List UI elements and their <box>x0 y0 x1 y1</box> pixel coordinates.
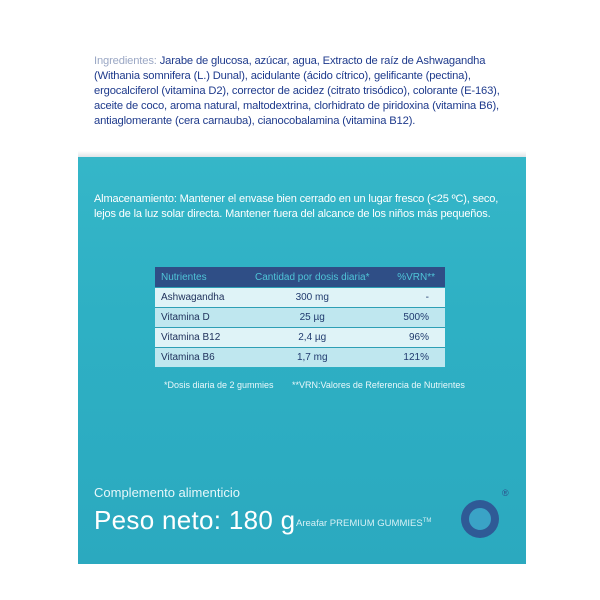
nutrition-header-row <box>155 267 445 288</box>
ingredients-body: Jarabe de glucosa, azúcar, agua, Extracto de raíz de Ashwagandha (Withania somnifera (L.) Dunal), acidulante (ácido cítrico), gelificante (pectina), ergocalciferol (vitamina D2), corrector de acidez (citrato trisódico), colorante (E-163), aceite de coco, aroma natural, maltodextrina, clorhidrato de piridoxina (vitamina B6), antiaglomerante (cera carnauba), cianocobalamina (vitamina B12). <box>94 55 500 127</box>
green-dot-recycle-icon <box>460 499 500 539</box>
net-weight: Peso neto: 180 g <box>94 505 296 535</box>
storage-instructions: Almacenamiento: Mantener el envase bien cerrado en un lugar fresco (<25 ºC), seco, lejos de la luz solar directa. Mantener fuera del alcance de los niños más pequeños. <box>94 193 499 220</box>
brand-name <box>296 518 431 529</box>
nutrition-table <box>155 267 445 367</box>
product-category: Complemento alimenticio <box>94 485 240 500</box>
nutrient-vrn: 500% <box>384 308 445 328</box>
nutrient-name: Vitamina D <box>155 308 241 328</box>
nutrient-amount: 2,4 µg <box>241 328 384 348</box>
header-amount: Cantidad por dosis diaria* <box>241 267 384 288</box>
nutrient-name: Vitamina B12 <box>155 328 241 348</box>
ingredients-text <box>94 54 514 129</box>
footnote-dose: *Dosis diaria de 2 gummies <box>164 380 274 390</box>
table-row <box>155 348 445 368</box>
header-nutrients: Nutrientes <box>155 267 241 288</box>
brand-text: Areafar PREMIUM GUMMIES <box>296 518 423 530</box>
footnote-vrn: **VRN:Valores de Referencia de Nutrientes <box>292 380 465 390</box>
table-row <box>155 288 445 308</box>
table-row <box>155 328 445 348</box>
registered-mark: ® <box>502 488 509 498</box>
nutrient-vrn: 121% <box>384 348 445 368</box>
nutrient-amount: 300 mg <box>241 288 384 308</box>
nutrient-name: Ashwagandha <box>155 288 241 308</box>
table-row <box>155 308 445 328</box>
nutrient-name: Vitamina B6 <box>155 348 241 368</box>
ingredients-lead: Ingredientes: <box>94 55 157 67</box>
brand-tm: TM <box>422 518 432 524</box>
product-label <box>78 30 526 564</box>
header-vrn: %VRN** <box>384 267 445 288</box>
nutrient-amount: 1,7 mg <box>241 348 384 368</box>
nutrient-amount: 25 µg <box>241 308 384 328</box>
nutrient-vrn: - <box>384 288 445 308</box>
nutrient-vrn: 96% <box>384 328 445 348</box>
